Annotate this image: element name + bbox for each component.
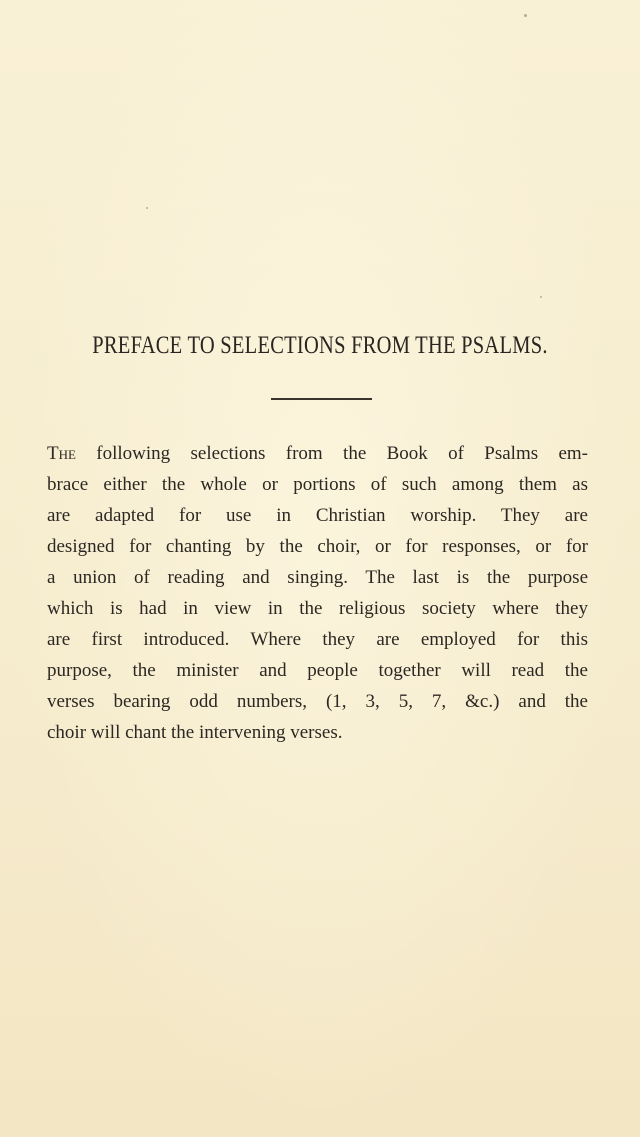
paragraph-line — [47, 438, 588, 469]
paragraph-line: designed for chanting by the choir, or for responses, or for — [47, 536, 588, 557]
page-title: PREFACE TO SELECTIONS FROM THE PSALMS. — [92, 332, 548, 359]
paragraph-line: verses bearing odd numbers, (1, 3, 5, 7, &c.) and the — [47, 691, 588, 712]
paragraph-line: a union of reading and singing. The last is the purpose — [47, 567, 588, 588]
paper-speck — [524, 14, 527, 17]
paragraph-line: are first introduced. Where they are employed for this — [47, 629, 588, 650]
lead-word: The — [47, 443, 76, 464]
paragraph-line: which is had in view in the religious society where they — [47, 598, 588, 619]
paper-speck — [540, 296, 542, 298]
paragraph-line: purpose, the minister and people together will read the — [47, 660, 588, 681]
paragraph-line: brace either the whole or portions of such among them as — [47, 474, 588, 495]
paragraph-line: choir will chant the intervening verses. — [47, 722, 343, 743]
title-divider — [271, 398, 372, 400]
paper-speck — [146, 207, 148, 209]
preface-paragraph — [47, 438, 588, 748]
line-text: following selections from the Book of Psalms em- — [75, 443, 588, 464]
paragraph-line: are adapted for use in Christian worship. They are — [47, 505, 588, 526]
